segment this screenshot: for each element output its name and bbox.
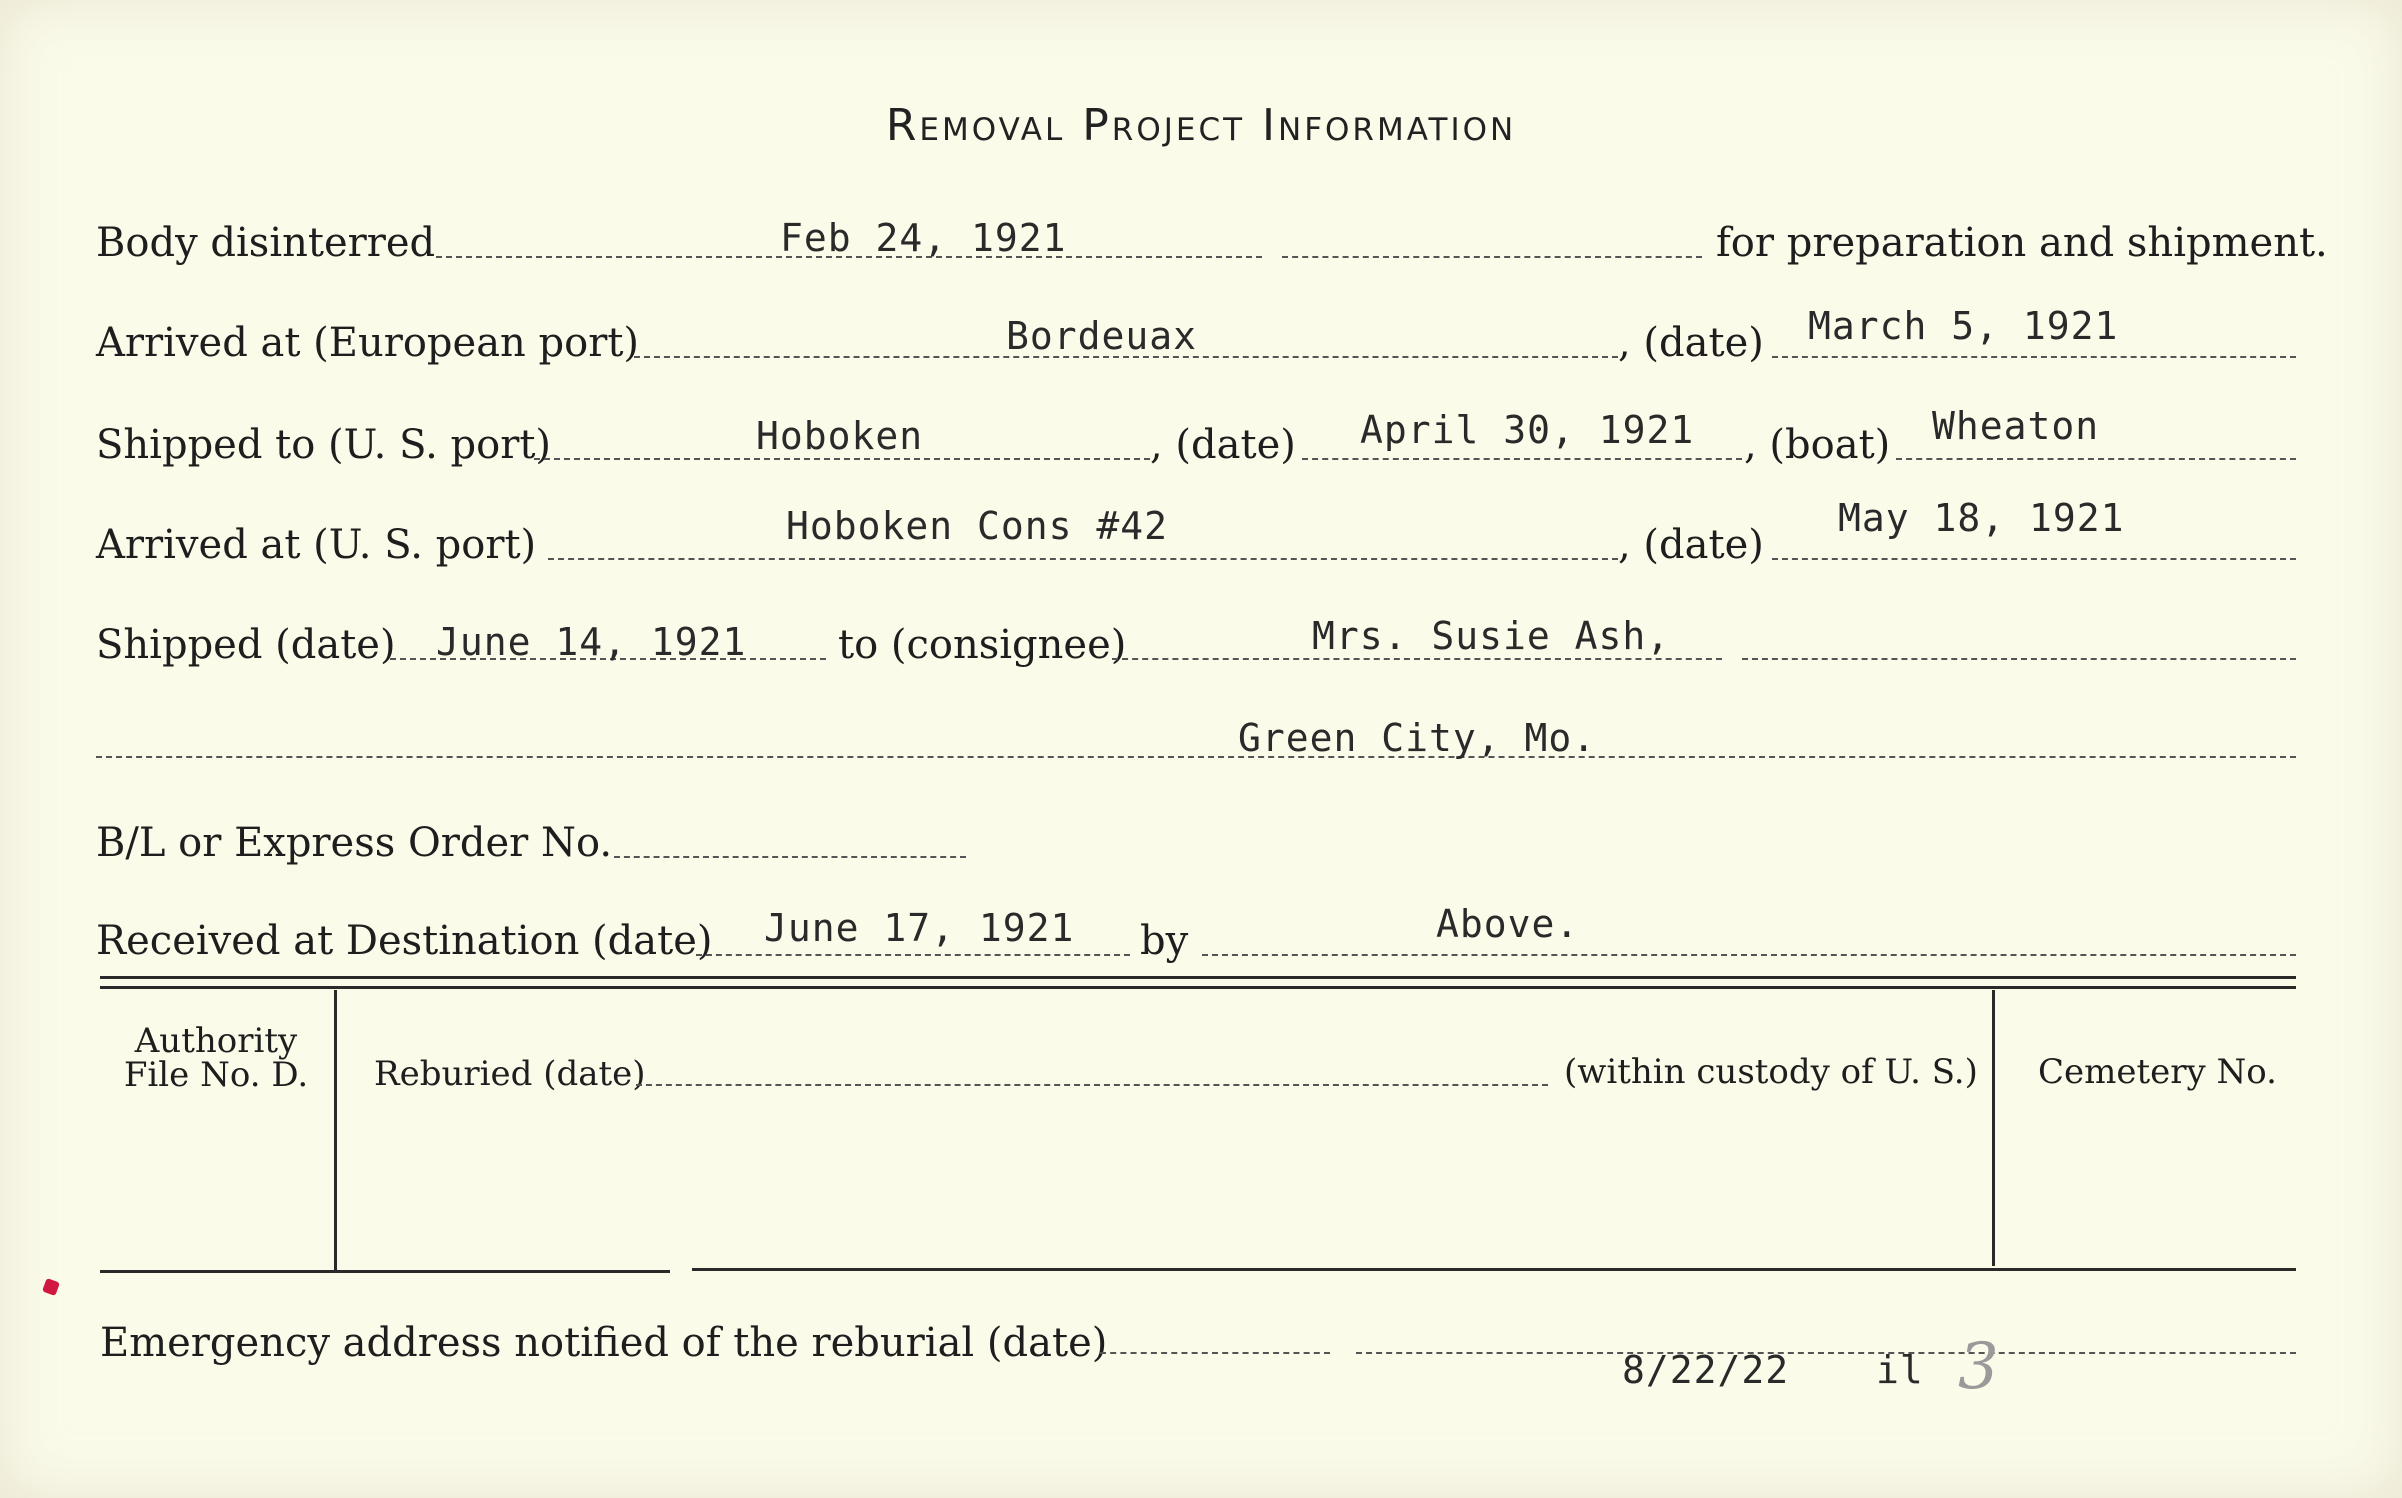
- arrived-us-port-label: Arrived at (U. S. port): [96, 522, 537, 568]
- consignee-address-value: Green City, Mo.: [1238, 716, 1597, 760]
- arrived-us-port-value: Hoboken Cons #42: [786, 504, 1169, 548]
- emergency-line-2: [1356, 1352, 2296, 1354]
- double-rule-bottom: [100, 986, 2296, 989]
- ship-date-label: , (date): [1150, 422, 1296, 468]
- disinterred-date-value: Feb 24, 1921: [780, 216, 1067, 260]
- arrived-european-port-label: Arrived at (European port): [96, 320, 640, 366]
- us-port-line: [534, 458, 1150, 460]
- ship-date-value: April 30, 1921: [1360, 408, 1695, 452]
- arrived-us-date-label: , (date): [1618, 522, 1764, 568]
- arrived-us-date-value: May 18, 1921: [1838, 496, 2125, 540]
- boat-label: , (boat): [1744, 422, 1891, 468]
- emergency-line: [1100, 1352, 1330, 1354]
- disinterred-line-2: [1282, 256, 1702, 258]
- body-disinterred-label: Body disinterred: [96, 220, 436, 266]
- box-bottom-rule-right: [692, 1268, 2296, 1271]
- consignee-line: [1112, 658, 1722, 660]
- us-port-value: Hoboken: [756, 414, 924, 458]
- reburied-line: [636, 1084, 1548, 1086]
- double-rule-top: [100, 976, 2296, 979]
- received-date-value: June 17, 1921: [764, 906, 1075, 950]
- box-bottom-rule-left: [100, 1270, 670, 1273]
- box-divider-right: [1992, 990, 1995, 1266]
- received-destination-label: Received at Destination (date): [96, 918, 713, 964]
- european-date-label: , (date): [1618, 320, 1764, 366]
- reburied-label: Reburied (date): [374, 1054, 646, 1094]
- emergency-address-label: Emergency address notified of the reburial (date): [100, 1320, 1108, 1366]
- bl-express-label: B/L or Express Order No.: [96, 820, 613, 866]
- shipped-date-value: June 14, 1921: [436, 620, 747, 664]
- arrived-us-port-line: [548, 558, 1618, 560]
- shipped-date-label: Shipped (date): [96, 622, 396, 668]
- to-consignee-label: to (consignee): [838, 622, 1127, 668]
- european-arrival-date-value: March 5, 1921: [1808, 304, 2119, 348]
- received-by-value: Above.: [1436, 902, 1580, 946]
- boat-line: [1896, 458, 2296, 460]
- boat-value: Wheaton: [1932, 404, 2100, 448]
- card-title: Removal Project Information: [885, 100, 1517, 151]
- authority-file-label: [100, 1021, 332, 1095]
- initials-value: il: [1876, 1348, 1924, 1392]
- box-divider-left: [334, 990, 337, 1270]
- authority-label-line2: File No. D.: [123, 1055, 309, 1095]
- ship-date-line: [1302, 458, 1742, 460]
- pencil-mark: 3: [1958, 1330, 1999, 1404]
- received-date-line: [696, 954, 1130, 956]
- received-by-label: by: [1140, 918, 1189, 964]
- consignee-line-2: [1742, 658, 2296, 660]
- emergency-date-value: 8/22/22: [1622, 1348, 1790, 1392]
- european-port-value: Bordeuax: [1006, 314, 1198, 358]
- authority-label-line1: Authority: [134, 1021, 298, 1061]
- shipped-to-us-port-label: Shipped to (U. S. port): [96, 422, 551, 468]
- consignee-address-line: [96, 756, 2296, 758]
- cemetery-no-label: Cemetery No.: [2038, 1052, 2277, 1092]
- within-custody-label: (within custody of U. S.): [1564, 1052, 1978, 1092]
- for-preparation-label: for preparation and shipment.: [1716, 220, 2328, 266]
- received-by-line: [1202, 954, 2296, 956]
- red-ink-spot: [42, 1278, 60, 1296]
- european-date-line: [1772, 356, 2296, 358]
- arrived-us-date-line: [1772, 558, 2296, 560]
- consignee-value: Mrs. Susie Ash,: [1312, 614, 1671, 658]
- bl-express-line: [614, 856, 966, 858]
